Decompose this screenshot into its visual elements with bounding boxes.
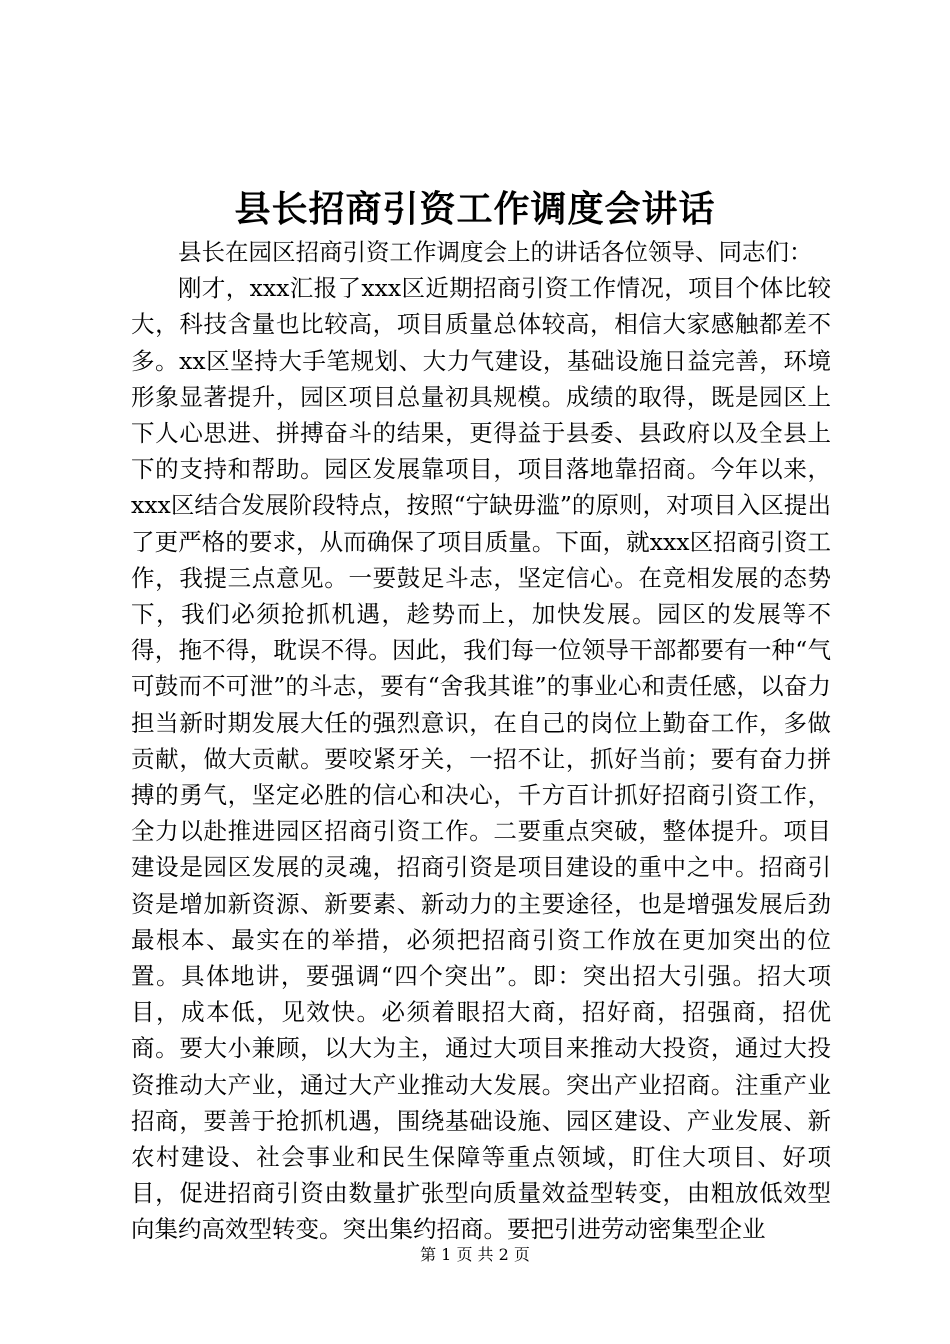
paragraph-main: 刚才，xxx汇报了xxx区近期招商引资工作情况，项目个体比较大，科技含量也比较高，项目质量总体较高，相信大家感触都差不多。xx区坚持大手笔规划、大力气建设，基础设施日益完善，环境形象显著提升，园区项目总量初具规模。成绩的取得，既是园区上下人心思进、拼搏奋斗的结果，更得益于县委、县政府以及全县上下的支持和帮助。园区发展靠项目，项目落地靠招商。今年以来，xxx区结合发展阶段特点，按照“宁缺毋滥”的原则，对项目入区提出了更严格的要求，从而确保了项目质量。下面，就xxx区招商引资工作，我提三点意见。一要鼓足斗志，坚定信心。在竞相发展的态势下，我们必须抢抓机遇，趁势而上，加快发展。园区的发展等不得，拖不得，耽误不得。因此，我们每一位领导干部都要有一种“气可鼓而不可泄”的斗志，要有“舍我其谁”的事业心和责任感，以奋力担当新时期发展大任的强烈意识，在自己的岗位上勤奋工作，多做贡献，做大贡献。要咬紧牙关，一招不让，抓好当前；要有奋力拼搏的勇气，坚定必胜的信心和决心，千方百计抓好招商引资工作，全力以赴推进园区招商引资工作。二要重点突破，整体提升。项目建设是园区发展的灵魂，招商引资是项目建设的重中之中。招商引资是增加新资源、新要素、新动力的主要途径，也是增强发展后劲最根本、最实在的举措，必须把招商引资工作放在更加突出的位置。具体地讲，要强调“四个突出”。即：突出招大引强。招大项目，成本低，见效快。必须着眼招大商，招好商，招强商，招优商。要大小兼顾，以大为主，通过大项目来推动大投资，通过大投资推动大产业，通过大产业推动大发展。突出产业招商。注重产业招商，要善于抢抓机遇，围绕基础设施、园区建设、产业发展、新农村建设、社会事业和民生保障等重点领域，盯住大项目、好项目，促进招商引资由数量扩张型向质量效益型转变，由粗放低效型向集约高效型转变。突出集约招商。要把引进劳动密集型企业: [131, 274, 831, 1244]
document-title: 县长招商引资工作调度会讲话: [234, 188, 716, 230]
document-body: [131, 234, 831, 1248]
paragraph-greeting: 县长在园区招商引资工作调度会上的讲话各位领导、同志们：: [178, 238, 813, 266]
page-footer: 第 1 页 共 2 页: [420, 1245, 530, 1264]
